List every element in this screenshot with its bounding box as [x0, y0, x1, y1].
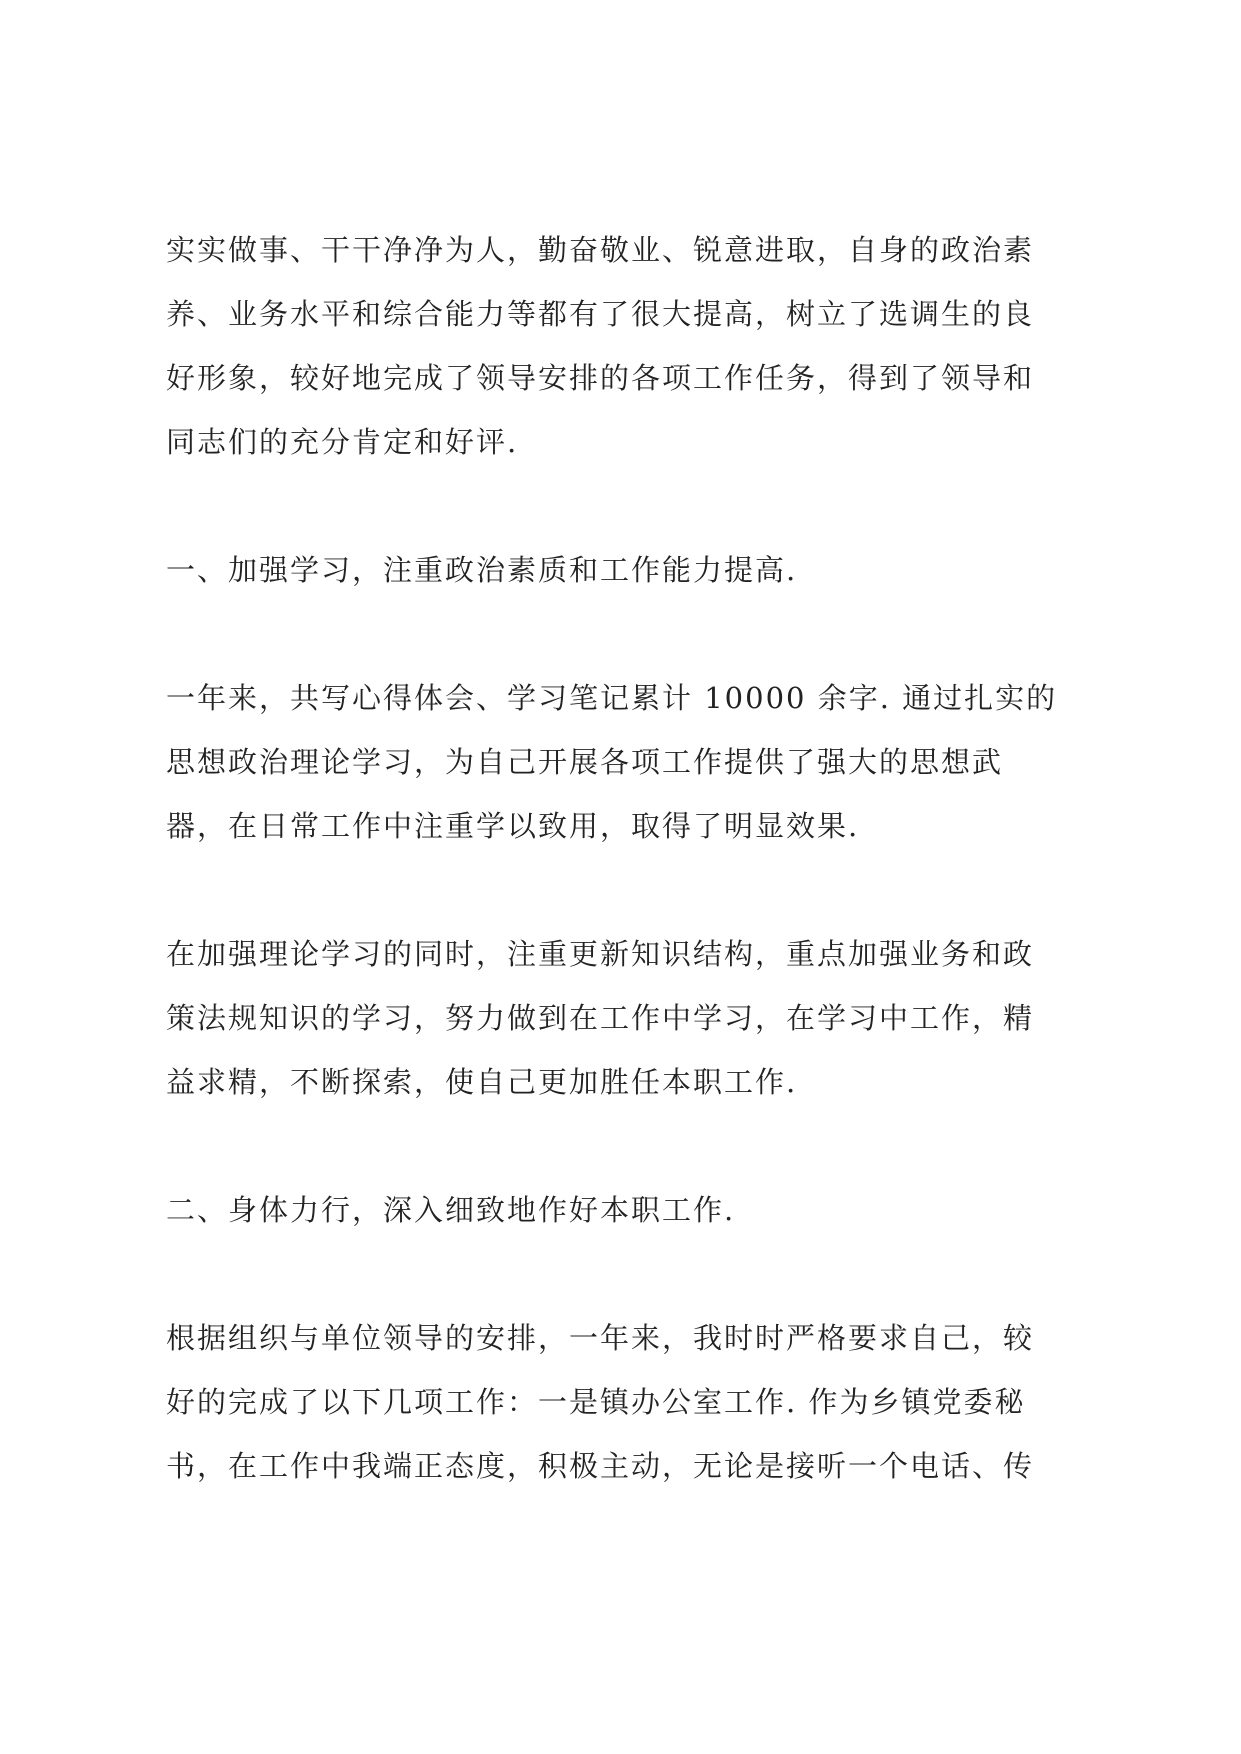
paragraph-1-line-3: 好形象，较好地完成了领导安排的各项工作任务，得到了领导和 [166, 361, 1035, 395]
paragraph-1-line-2: 养、业务水平和综合能力等都有了很大提高，树立了选调生的良 [166, 297, 1035, 331]
paragraph-2-line-2: 思想政治理论学习，为自己开展各项工作提供了强大的思想武 [166, 745, 1004, 779]
paragraph-4-line-3: 书，在工作中我端正态度，积极主动，无论是接听一个电话、传 [166, 1449, 1035, 1483]
paragraph-3-line-3: 益求精，不断探索，使自己更加胜任本职工作. [166, 1065, 798, 1099]
paragraph-1-line-4: 同志们的充分肯定和好评. [166, 425, 519, 459]
paragraph-4-line-1: 根据组织与单位领导的安排，一年来，我时时严格要求自己，较 [166, 1321, 1035, 1355]
section-heading-2: 二、身体力行，深入细致地作好本职工作. [166, 1193, 736, 1227]
paragraph-3-line-1: 在加强理论学习的同时，注重更新知识结构，重点加强业务和政 [166, 937, 1035, 971]
paragraph-2-line-1: 一年来，共写心得体会、学习笔记累计 10000 余字. 通过扎实的 [166, 681, 1058, 715]
paragraph-3-line-2: 策法规知识的学习，努力做到在工作中学习，在学习中工作，精 [166, 1001, 1035, 1035]
section-heading-1: 一、加强学习，注重政治素质和工作能力提高. [166, 553, 798, 587]
paragraph-4-line-2: 好的完成了以下几项工作：一是镇办公室工作. 作为乡镇党委秘 [166, 1385, 1026, 1419]
paragraph-2-line-3: 器，在日常工作中注重学以致用，取得了明显效果. [166, 809, 860, 843]
paragraph-1-line-1: 实实做事、干干净净为人，勤奋敬业、锐意进取，自身的政治素 [166, 233, 1035, 267]
